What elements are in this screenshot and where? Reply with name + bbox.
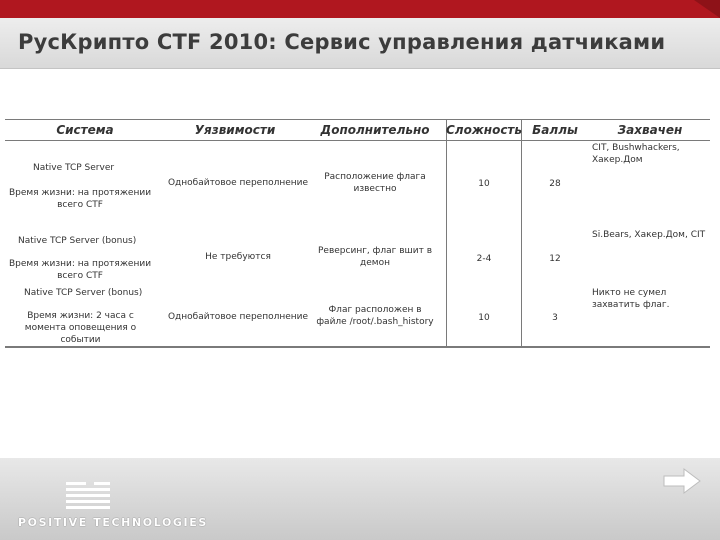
header-system: Система xyxy=(56,123,114,137)
table-bottom-rule xyxy=(5,346,710,348)
row1-difficulty: 10 xyxy=(478,179,490,189)
logo-text: POSITIVE TECHNOLOGIES xyxy=(18,516,208,529)
row3-points: 3 xyxy=(552,313,558,323)
row3-vulnerability: Однобайтовое переполнение xyxy=(167,312,309,322)
footer-band xyxy=(0,458,720,540)
title-band xyxy=(0,18,720,69)
top-accent-bar xyxy=(0,0,720,18)
header-captured: Захвачен xyxy=(617,123,683,137)
row2-system-name: Native TCP Server (bonus) xyxy=(18,236,137,246)
row1-points: 28 xyxy=(549,179,561,189)
sensors-table xyxy=(5,119,710,348)
row3-captured: Никто не сумел захватить флаг. xyxy=(592,288,670,310)
top-bar-corner xyxy=(694,0,720,18)
header-vulnerabilities: Уязвимости xyxy=(194,123,276,137)
row2-vulnerability: Не требуются xyxy=(205,252,271,262)
row2-captured: Si.Bears, Хакер.Дом, CIT xyxy=(592,230,706,240)
row1-captured: CIT, Bushwhackers, Хакер.Дом xyxy=(592,143,680,165)
row3-system-name: Native TCP Server (bonus) xyxy=(24,288,143,298)
row1-additional: Расположение флага известно xyxy=(324,172,426,194)
row3-difficulty: 10 xyxy=(478,313,490,323)
page-title: РусКрипто CTF 2010: Сервис управления датчиками xyxy=(18,30,666,54)
row2-additional: Реверсинг, флаг вшит в демон xyxy=(318,246,432,268)
row2-difficulty: 2-4 xyxy=(476,254,492,264)
positive-technologies-logo xyxy=(18,478,208,534)
table-header-rule xyxy=(5,140,710,141)
table-top-rule xyxy=(5,119,710,120)
next-slide-button[interactable] xyxy=(660,466,704,496)
arrow-right-icon xyxy=(660,466,704,496)
row1-system-name: Native TCP Server xyxy=(33,163,115,173)
row2-points: 12 xyxy=(549,254,561,264)
row3-system-lifetime: Время жизни: 2 часа с момента оповещения о событии xyxy=(24,311,137,345)
row1-system-lifetime: Время жизни: на протяжении всего CTF xyxy=(8,188,152,210)
header-points: Баллы xyxy=(532,123,578,137)
header-additional: Дополнительно xyxy=(320,123,430,137)
row3-additional: Флаг расположен в файле /root/.bash_history xyxy=(316,305,434,327)
logo-mark-icon xyxy=(18,478,188,516)
header-difficulty: Сложность xyxy=(446,123,522,137)
row2-system-lifetime: Время жизни: на протяжении всего CTF xyxy=(8,259,152,281)
row1-vulnerability: Однобайтовое переполнение xyxy=(167,178,309,188)
